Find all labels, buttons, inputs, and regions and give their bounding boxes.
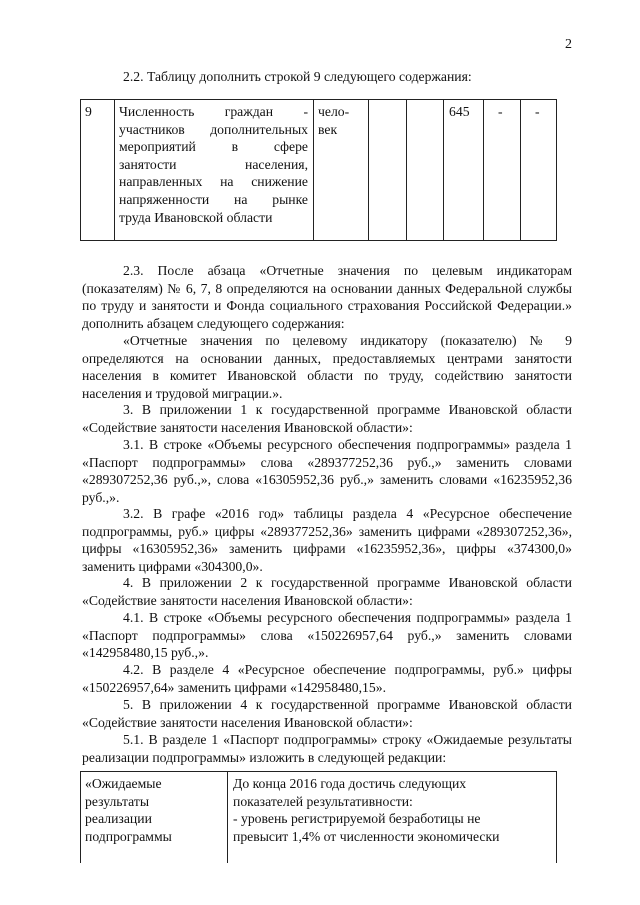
paragraph-3-2: 3.2. В графе «2016 год» таблицы раздела 4 «Ресурсное обеспечение подпрограммы, руб.» цифры «289377252,36» заменить цифрами «289307252,36», цифры «16305952,36» заменить цифрами «16235952,36», цифры «374300,0» заменить цифрами «304300,0». xyxy=(82,506,572,574)
unit-line: чело- xyxy=(318,104,350,119)
table-1-unit xyxy=(318,103,349,138)
label-line: подпрограммы xyxy=(85,828,172,844)
paragraph-5-1: 5.1. В разделе 1 «Паспорт подпрограммы» строку «Ожидаемые результаты реализации подпрограммы» изложить в следующей редакции: xyxy=(82,732,572,765)
paragraph-3: 3. В приложении 1 к государственной программе Ивановской области «Содействие занятости населения Ивановской области»: xyxy=(82,402,572,435)
unit-line: век xyxy=(318,121,338,137)
paragraph-4: 4. В приложении 2 к государственной программе Ивановской области «Содействие занятости населения Ивановской области»: xyxy=(82,575,572,608)
indicator-line: мероприятий в сфере xyxy=(119,139,308,155)
paragraph-5: 5. В приложении 4 к государственной программе Ивановской области «Содействие занятости населения Ивановской области»: xyxy=(82,697,572,730)
content-line: превысит 1,4% от численности экономически xyxy=(233,828,500,844)
paragraph-4-1: 4.1. В строке «Объемы ресурсного обеспечения подпрограммы» раздела 1 «Паспорт подпрограммы» слова «150226957,64 руб.,» заменить словами «142958480,15 руб.,». xyxy=(82,610,572,661)
content-line: - уровень регистрируемой безработицы не xyxy=(233,811,481,827)
indicator-line: участников дополнительных xyxy=(119,121,308,137)
table-1-value: 645 xyxy=(449,104,470,119)
indicator-line: напряженности на рынке xyxy=(119,191,308,207)
table-1-indicator-name xyxy=(119,103,308,226)
paragraph-4-2: 4.2. В разделе 4 «Ресурсное обеспечение подпрограммы, руб.» цифры «150226957,64» заменить цифрами «142958480,15». xyxy=(82,662,572,695)
indicator-line: Численность граждан - xyxy=(119,104,308,119)
paragraph-2-3: 2.3. После абзаца «Отчетные значения по целевым индикаторам (показателям) № 6, 7, 8 определяются на основании данных Федеральной службы по труду и занятости и Фонда социального страхования Российской Федерации.» дополнить абзацем следующего содержания: xyxy=(82,263,572,331)
indicator-line: направленных на снижение xyxy=(119,174,308,190)
table-1-dash-1: - xyxy=(498,104,503,119)
table-2-content xyxy=(233,775,499,845)
table-1-dash-2: - xyxy=(535,104,540,119)
paragraph-3-1: 3.1. В строке «Объемы ресурсного обеспечения подпрограммы» раздела 1 «Паспорт подпрограммы» слова «289377252,36 руб.,» заменить словами «289307252,36 руб.,», слова «16305952,36 руб.,» заменить словами «16235952,36 руб.,». xyxy=(82,437,572,505)
page-number: 2 xyxy=(565,37,572,52)
table-1-row-number: 9 xyxy=(85,104,92,119)
paragraph-quote: «Отчетные значения по целевому индикатору (показателю) № 9 определяются на основании данных, предоставляемых центрами занятости населения в комитет Ивановской области по труду, содействию занятости населения и трудовой миграции.». xyxy=(82,333,572,401)
content-line: показателей результативности: xyxy=(233,793,413,809)
content-line: До конца 2016 года достичь следующих xyxy=(233,776,467,791)
label-line: результаты xyxy=(85,793,150,809)
label-line: «Ожидаемые xyxy=(85,776,162,791)
paragraph-2-2: 2.2. Таблицу дополнить строкой 9 следующего содержания: xyxy=(123,69,472,84)
indicator-line: труда Ивановской области xyxy=(119,209,273,225)
label-line: реализации xyxy=(85,811,152,827)
table-2-label xyxy=(85,775,172,845)
indicator-line: занятости населения, xyxy=(119,156,308,172)
